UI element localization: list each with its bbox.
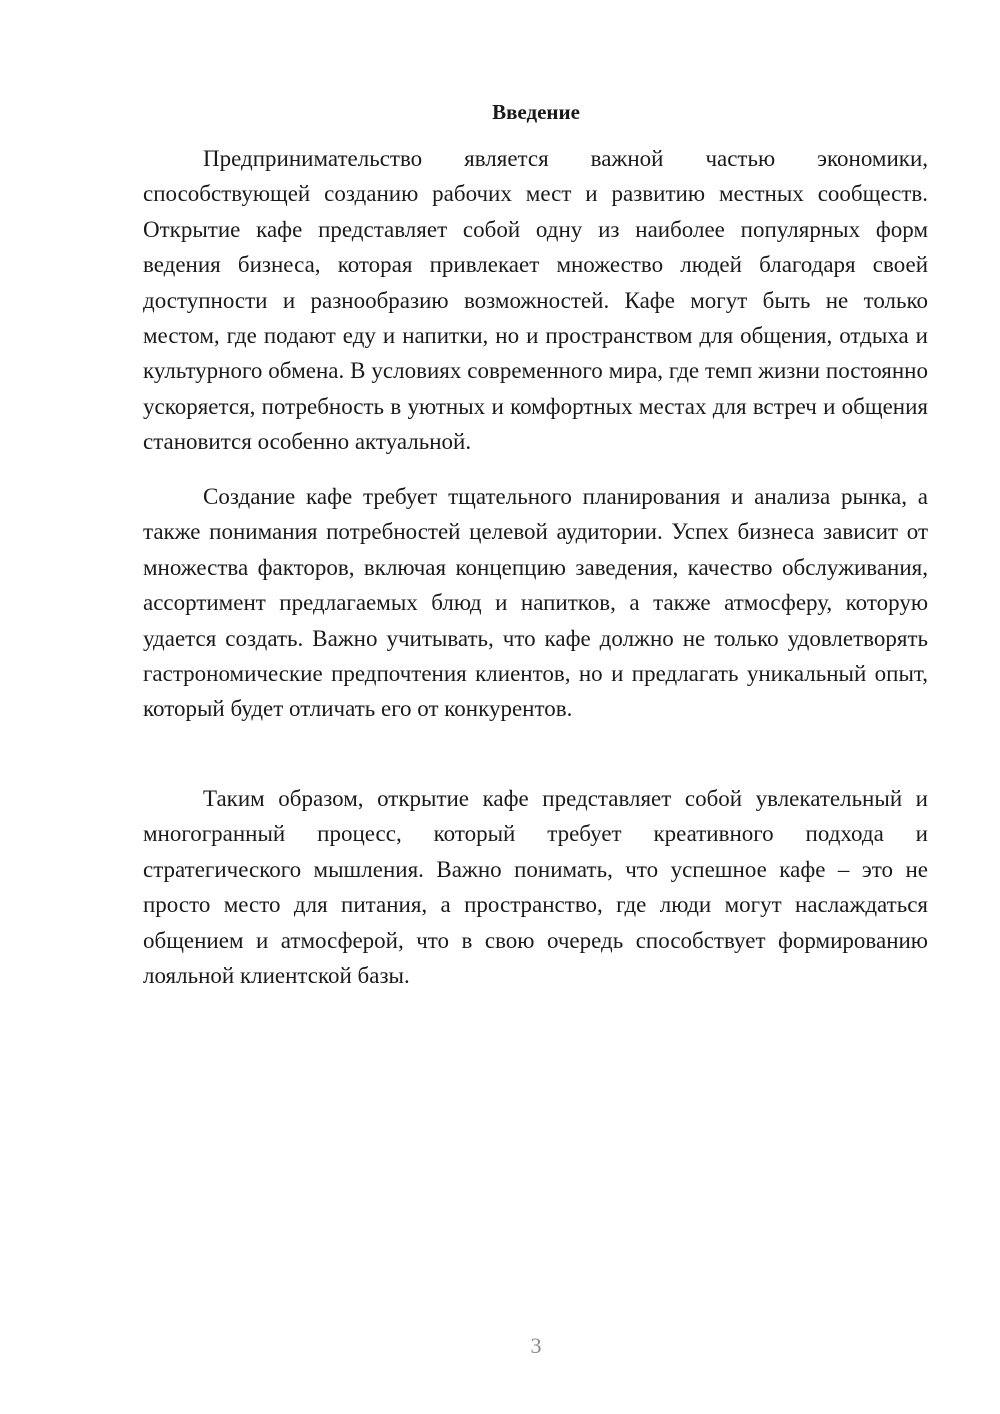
paragraph-conclusion: Таким образом, открытие кафе представляет собой увлекательный и многогранный процесс, который требует креативного подхода и стратегического мышления. Важно понимать, что успешное кафе – это не просто место для питания, а пространство, где люди могут наслаждаться общением и атмосферой, что в свою очередь способствует формированию лояльной клиентской базы. bbox=[143, 786, 928, 989]
section-heading: Введение bbox=[492, 100, 580, 124]
page-number: 3 bbox=[530, 1333, 542, 1358]
paragraph-intro: Предпринимательство является важной частью экономики, способствующей созданию рабочих мест и развитию местных сообществ. Открытие кафе представляет собой одну из наиболее популярных форм ведения бизнеса, которая привлекает множество людей благодаря своей доступности и разнообразию возможностей. Кафе могут быть не только местом, где подают еду и напитки, но и пространством для общения, отдыха и культурного обмена. В условиях современного мира, где темп жизни постоянно ускоряется, потребность в уютных и комфортных местах для встреч и общения становится особенно актуальной. bbox=[143, 146, 928, 455]
paragraph-planning: Создание кафе требует тщательного планирования и анализа рынка, а также понимания потребностей целевой аудитории. Успех бизнеса зависит от множества факторов, включая концепцию заведения, качество обслуживания, ассортимент предлагаемых блюд и напитков, а также атмосферу, которую удается создать. Важно учитывать, что кафе должно не только удовлетворять гастрономические предпочтения клиентов, но и предлагать уникальный опыт, который будет отличать его от конкурентов. bbox=[143, 484, 928, 722]
